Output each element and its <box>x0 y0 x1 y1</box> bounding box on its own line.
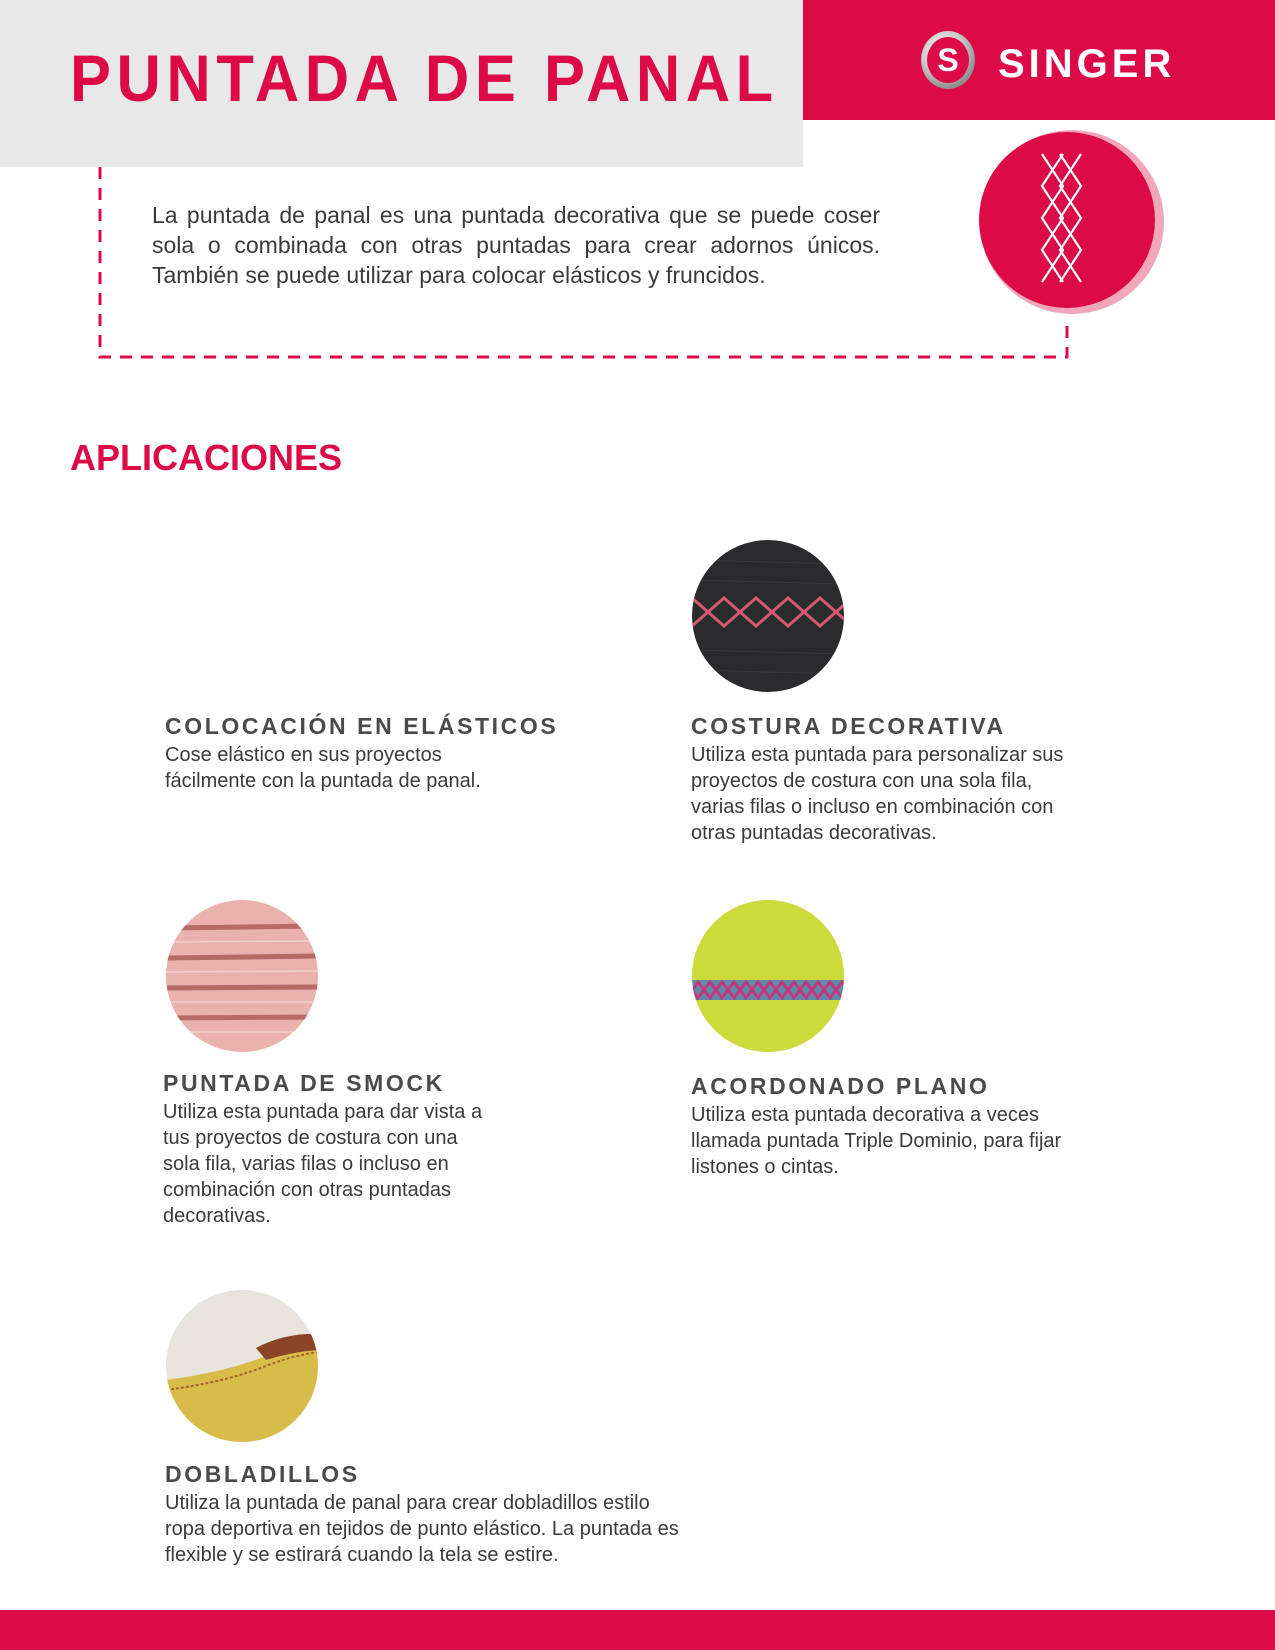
application-card <box>165 712 685 794</box>
card-title: DOBLADILLOS <box>165 1461 360 1487</box>
section-heading: APLICACIONES <box>70 437 343 478</box>
application-card <box>165 1460 685 1568</box>
svg-text:S: S <box>937 42 959 78</box>
card-text: Utiliza la puntada de panal para crear dobladillos estilo ropa deportiva en tejidos de punto elástico. La puntada es flexible y se estirará cuando la tela se estire. <box>165 1492 679 1566</box>
page-title: PUNTADA DE PANAL <box>70 41 779 115</box>
card-title: COLOCACIÓN EN ELÁSTICOS <box>165 713 559 739</box>
honeycomb-stitch-icon <box>970 128 1165 323</box>
hem-stitch-image <box>166 1290 318 1442</box>
application-card <box>163 1069 683 1229</box>
card-text: Utiliza esta puntada decorativa a veces llamada puntada Triple Dominio, para fijar listones o cintas. <box>691 1104 1062 1178</box>
card-title: PUNTADA DE SMOCK <box>163 1070 445 1096</box>
card-title: ACORDONADO PLANO <box>691 1073 990 1099</box>
decorative-stitch-image <box>692 540 844 692</box>
card-text: Cose elástico en sus proyectos fácilmente con la puntada de panal. <box>165 744 481 792</box>
application-card <box>691 712 1211 846</box>
card-text: Utiliza esta puntada para dar vista a tus proyectos de costura con una sola fila, varias filas o incluso en combinación con otras puntadas decorativas. <box>163 1101 483 1227</box>
flat-cording-image <box>692 900 844 1052</box>
smock-stitch-image <box>166 900 318 1052</box>
application-card <box>691 1072 1211 1180</box>
card-title: COSTURA DECORATIVA <box>691 713 1006 739</box>
brand-name: SINGER <box>998 42 1176 86</box>
footer-band <box>0 1610 1275 1650</box>
intro-text: La puntada de panal es una puntada decorativa que se puede coser sola o combinada con otras puntadas para crear adornos únicos. También se puede utilizar para colocar elásticos y fruncidos. <box>152 202 880 288</box>
card-text: Utiliza esta puntada para personalizar sus proyectos de costura con una sola fila, varias filas o incluso en combinación con otras puntadas decorativas. <box>691 744 1064 844</box>
